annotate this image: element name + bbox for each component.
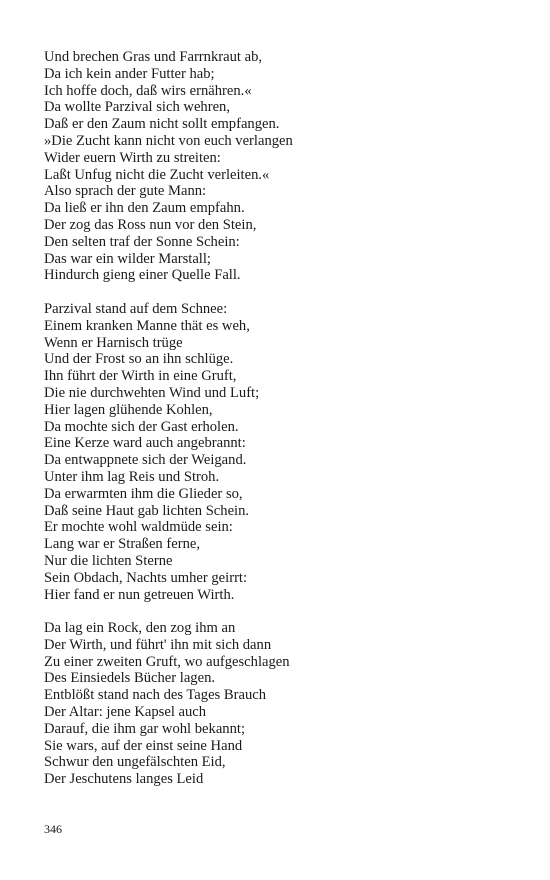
verse-line: Er mochte wohl waldmüde sein: [44, 519, 233, 536]
verse-line: »Die Zucht kann nicht von euch verlangen [44, 132, 293, 149]
verse-line: Hier fand er nun getreuen Wirth. [44, 586, 235, 603]
stanza [44, 49, 514, 284]
verse-line: Nur die lichten Sterne [44, 552, 173, 569]
verse-line: Daß er den Zaum nicht sollt empfangen. [44, 116, 280, 133]
verse-line: Lang war er Straßen ferne, [44, 536, 200, 553]
verse-line: Der Altar: jene Kapsel auch [44, 704, 207, 721]
verse-line: Das war ein wilder Marstall; [44, 250, 211, 267]
verse-line: Der Wirth, und führt' ihn mit sich dann [44, 636, 272, 653]
verse-line: Schwur den ungefälschten Eid, [44, 754, 226, 771]
verse-line: Hindurch gieng einer Quelle Fall. [44, 267, 241, 284]
verse-line: Da mochte sich der Gast erholen. [44, 418, 239, 435]
verse-line: Der zog das Ross nun vor den Stein, [44, 216, 257, 233]
verse-line: Der Jeschutens langes Leid [44, 771, 204, 788]
verse-line: Daß seine Haut gab lichten Schein. [44, 502, 250, 519]
verse-line: Wider euern Wirth zu streiten: [44, 149, 221, 166]
verse-line: Ich hoffe doch, daß wirs ernähren.« [44, 82, 252, 99]
verse-line: Eine Kerze ward auch angebrannt: [44, 435, 246, 452]
verse-line: Einem kranken Manne thät es weh, [44, 317, 250, 334]
verse-line: Unter ihm lag Reis und Stroh. [44, 468, 220, 485]
verse-line: Des Einsiedels Bücher lagen. [44, 670, 216, 687]
verse-line: Und brechen Gras und Farrnkraut ab, [44, 49, 263, 65]
stanza [44, 301, 514, 603]
verse-line: Da erwarmten ihm die Glieder so, [44, 485, 243, 502]
verse-line: Da ich kein ander Futter hab; [44, 65, 215, 82]
verse-line: Ihn führt der Wirth in eine Gruft, [44, 368, 237, 385]
verse-line: Die nie durchwehten Wind und Luft; [44, 384, 260, 401]
verse-line: Laßt Unfug nicht die Zucht verleiten.« [44, 166, 270, 183]
page-number: 346 [44, 822, 62, 836]
verse-line: Zu einer zweiten Gruft, wo aufgeschlagen [44, 653, 290, 670]
verse-line: Da lag ein Rock, den zog ihm an [44, 620, 236, 637]
verse-line: Wenn er Harnisch trüge [44, 334, 183, 351]
poem-text [44, 49, 514, 805]
verse-line: Da ließ er ihn den Zaum empfahn. [44, 200, 245, 217]
verse-line: Den selten traf der Sonne Schein: [44, 233, 240, 250]
verse-line: Entblößt stand nach des Tages Brauch [44, 687, 267, 704]
verse-line: Parzival stand auf dem Schnee: [44, 300, 228, 317]
verse-line: Sie wars, auf der einst seine Hand [44, 737, 243, 754]
verse-line: Da entwappnete sich der Weigand. [44, 452, 247, 469]
verse-line: Da wollte Parzival sich wehren, [44, 99, 231, 116]
verse-line: Sein Obdach, Nachts umher geirrt: [44, 569, 248, 586]
verse-line: Und der Frost so an ihn schlüge. [44, 351, 234, 368]
verse-line: Hier lagen glühende Kohlen, [44, 401, 213, 418]
verse-line: Also sprach der gute Mann: [44, 183, 207, 200]
stanza [44, 620, 514, 788]
verse-line: Darauf, die ihm gar wohl bekannt; [44, 720, 246, 737]
